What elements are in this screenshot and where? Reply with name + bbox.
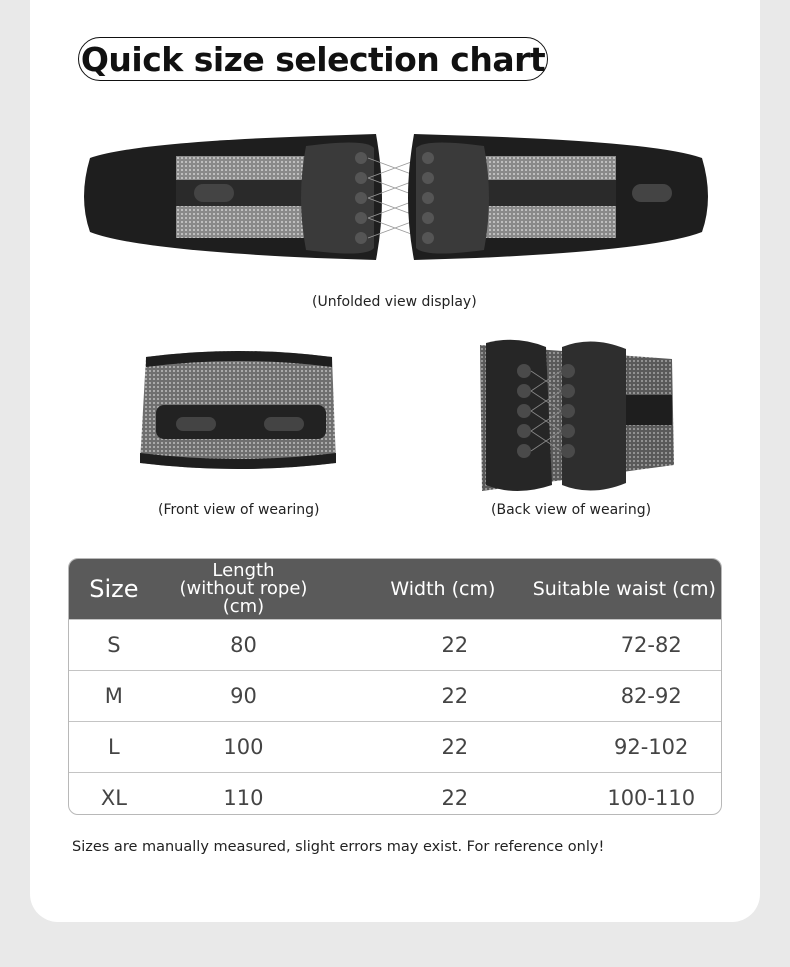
cell-width: 22 xyxy=(441,735,469,759)
header-size: Size xyxy=(89,575,139,603)
cell-size: L xyxy=(108,735,120,759)
cell-size: XL xyxy=(100,786,127,810)
unfolded-belt-image xyxy=(76,128,714,268)
cell-size: M xyxy=(104,684,123,708)
cell-length: 100 xyxy=(223,735,264,759)
size-table xyxy=(68,558,722,815)
header-length-line1: Length xyxy=(212,560,275,581)
cell-width: 22 xyxy=(441,786,469,810)
cell-waist: 100-110 xyxy=(607,786,696,810)
disclaimer-note: Sizes are manually measured, slight errors may exist. For reference only! xyxy=(72,839,605,855)
cell-waist: 72-82 xyxy=(620,633,682,657)
table-row xyxy=(69,772,721,815)
header-length-line2: (without rope) (cm) xyxy=(179,578,308,617)
cell-width: 22 xyxy=(441,684,469,708)
cell-waist: 82-92 xyxy=(620,684,682,708)
cell-length: 110 xyxy=(223,786,264,810)
caption-back: (Back view of wearing) xyxy=(491,502,652,518)
table-row xyxy=(69,721,721,772)
table-row xyxy=(69,670,721,721)
cell-length: 80 xyxy=(230,633,257,657)
header-width: Width (cm) xyxy=(390,578,496,600)
page-title: Quick size selection chart xyxy=(78,37,548,81)
cell-width: 22 xyxy=(441,633,469,657)
caption-unfolded: (Unfolded view display) xyxy=(312,294,477,310)
back-view-image xyxy=(476,335,676,497)
front-view-image xyxy=(136,345,340,475)
cell-waist: 92-102 xyxy=(614,735,689,759)
table-row xyxy=(69,619,721,670)
header-length xyxy=(159,562,328,616)
cell-length: 90 xyxy=(230,684,257,708)
caption-front: (Front view of wearing) xyxy=(158,502,320,518)
table-header xyxy=(69,559,721,619)
header-waist: Suitable waist (cm) xyxy=(532,578,716,600)
cell-size: S xyxy=(107,633,121,657)
